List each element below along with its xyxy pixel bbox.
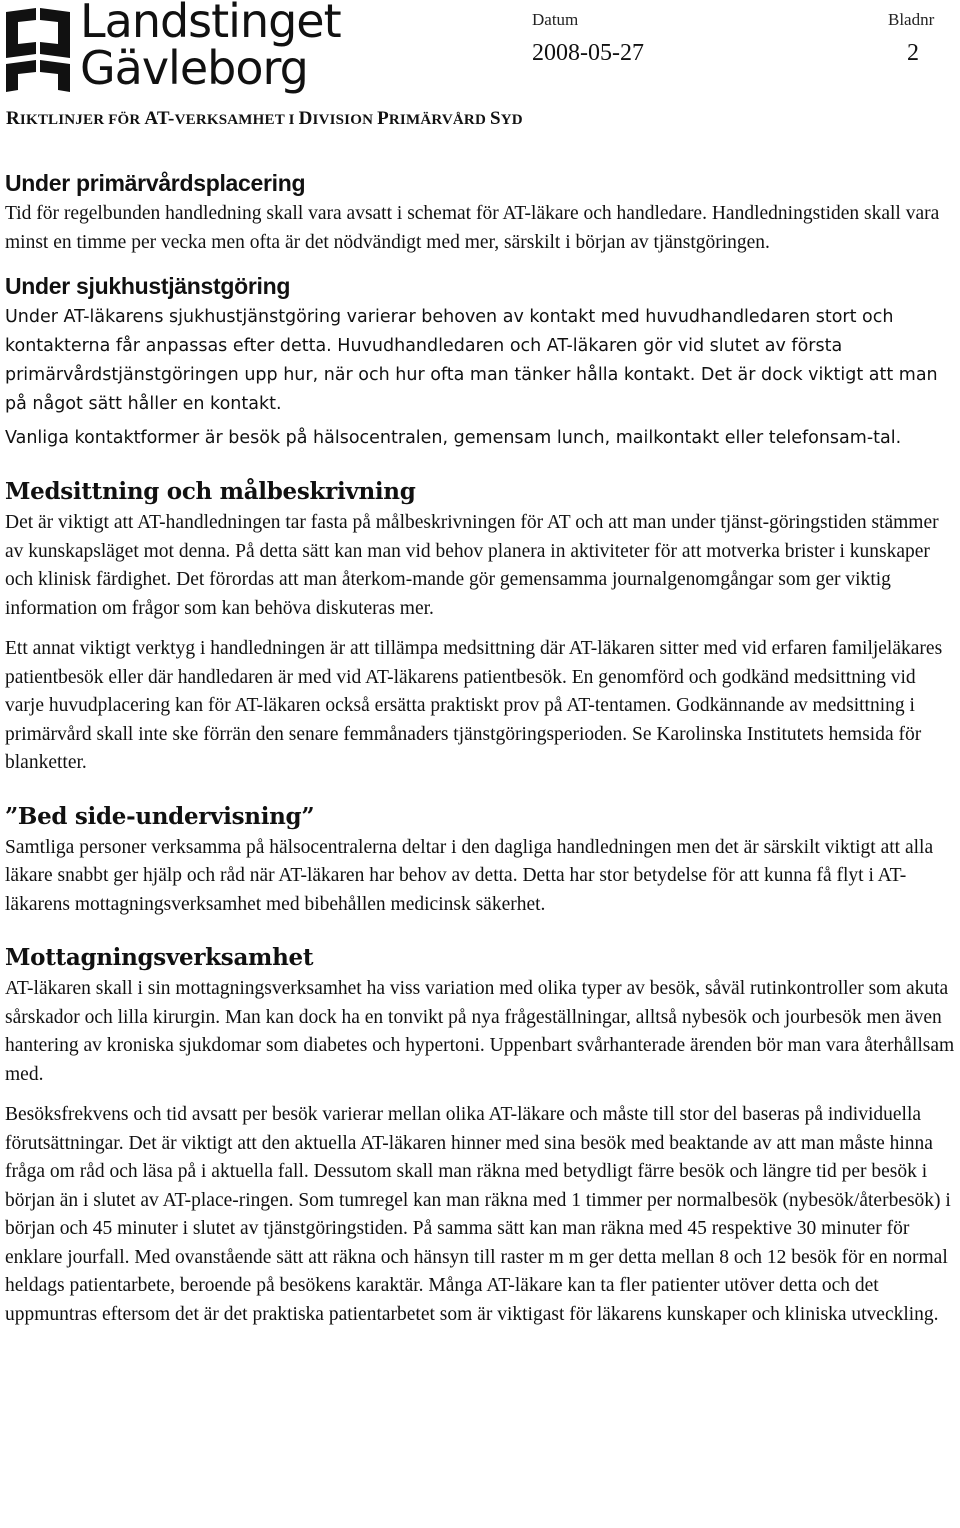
section-heading: Mottagningsverksamhet: [5, 944, 314, 971]
paragraph: Vanliga kontaktformer är besök på hälsocentralen, gemensam lunch, mailkontakt eller telefonsam-tal.: [5, 428, 902, 448]
paragraph: Det är viktigt att AT-handledningen tar fasta på målbeskrivningen för AT och att man under tjänst-göringstiden stämmer av kunskapsläget mot denna. På detta sätt kan man vid behov planera in aktiviteter för att motverka brister i kunskaper och klinisk färdighet. Det förordas att man återkom-mande gör gemensamma journalgenomgångar som ger viktig information om frågor som kan behöva diskuteras mer.: [5, 512, 939, 619]
paragraph: Under AT-läkarens sjukhustjänstgöring varierar behoven av kontakt med huvudhandledaren stort och kontakterna får anpassas efter detta. Huvudhandledaren och AT-läkaren gör vid slutet av första primärvårdstjänstgöringen upp hur, när och hur ofta man tänker hålla kontakt. Det är dock viktigt att man på något sätt håller en kontakt.: [5, 307, 938, 414]
organization-logo: [2, 0, 341, 100]
document-body: [5, 166, 958, 1329]
section-heading: Under sjukhustjänstgöring: [5, 273, 291, 299]
date-value: 2008-05-27: [532, 40, 644, 66]
document-title: RIKTLINJER FÖR AT-VERKSAMHET I DIVISION PRIMÄRVÅRD SYD: [6, 108, 523, 129]
logo-text-line2: Gävleborg: [80, 41, 308, 95]
paragraph: Samtliga personer verksamma på hälsocentralerna deltar i den dagliga handledningen men det är särskilt viktigt att alla läkare snabbt ger hjälp och råd när AT-läkaren har behov av detta. Detta har stor betydelse för att kunna få flyt i AT-läkarens mottagningsverksamhet med bibehållen medicinsk säkerhet.: [5, 836, 934, 915]
paragraph: Ett annat viktigt verktyg i handledningen är att tillämpa medsittning där AT-läkaren sitter med vid erfaren familjeläkares patientbesök eller där handledaren är med vid AT-läkarens patientbesök. En genomförd och godkänd medsittning vid varje huvudplacering kan för AT-läkaren också ersätta praktiskt prov på AT-tentamen. Godkännande av medsittning i primärvård skall inte ske förrän den senare femmånaders tjänstgöringsperioden. Se Karolinska Institutets hemsida för blanketter.: [5, 638, 943, 773]
paragraph: Tid för regelbunden handledning skall vara avsatt i schemat för AT-läkare och handledare. Handledningstiden skall vara minst en timme per vecka men ofta är det nödvändigt med mer, särskilt i början av tjänstgöringen.: [5, 203, 940, 253]
section-heading: Medsittning och målbeskrivning: [5, 478, 416, 505]
section-heading: ”Bed side-undervisning”: [5, 802, 315, 830]
date-label: Datum: [532, 10, 579, 29]
page-number-label: Bladnr: [888, 10, 935, 29]
paragraph: AT-läkaren skall i sin mottagningsverksamhet ha viss variation med olika typer av besök, såväl rutinkontroller som akuta sårskador och lilla kirurgin. Man kan dock ha en tonvikt på nya frågeställningar, alltså nybesök och jourbesök men även hantering av kroniska sjukdomar som diabetes och hypertoni. Uppenbart svårhanterade ärenden bör man vara återhållsam med.: [5, 978, 955, 1085]
landstinget-emblem-icon: [2, 4, 74, 94]
paragraph: Besöksfrekvens och tid avsatt per besök varierar mellan olika AT-läkare och måste till stor del baseras på individuella förutsättningar. Det är viktigt att den aktuella AT-läkaren hinner med sina besök med beaktande av att man måste hinna fråga om råd och läsa på i aktuella fall. Dessutom skall man räkna med betydligt färre besök och längre tid per besök i början än i slutet av AT-place-ringen. Som tumregel kan man räkna med 1 timmer per normalbesök (nybesök/återbesök) i början och 45 minuter i slutet av tjänstgöringstiden. På samma sätt kan man räkna med 45 respektive 30 minuter för enklare jourfall. Med ovanstående sätt att räkna och hänsyn till raster m m ger detta mellan 8 och 12 besök för en normal heldags patientarbete, beroende på besökens karaktär. Många AT-läkare kan ta fler patienter utöver detta och det uppmuntras eftersom det är det praktiska patientarbetet som är viktigast för läkarens kunskaper och kliniska utveckling.: [5, 1104, 951, 1325]
section-heading: Under primärvårdsplacering: [5, 170, 306, 196]
logo-text-line1: Landstinget: [80, 0, 341, 48]
page-number-value: 2: [907, 40, 919, 66]
